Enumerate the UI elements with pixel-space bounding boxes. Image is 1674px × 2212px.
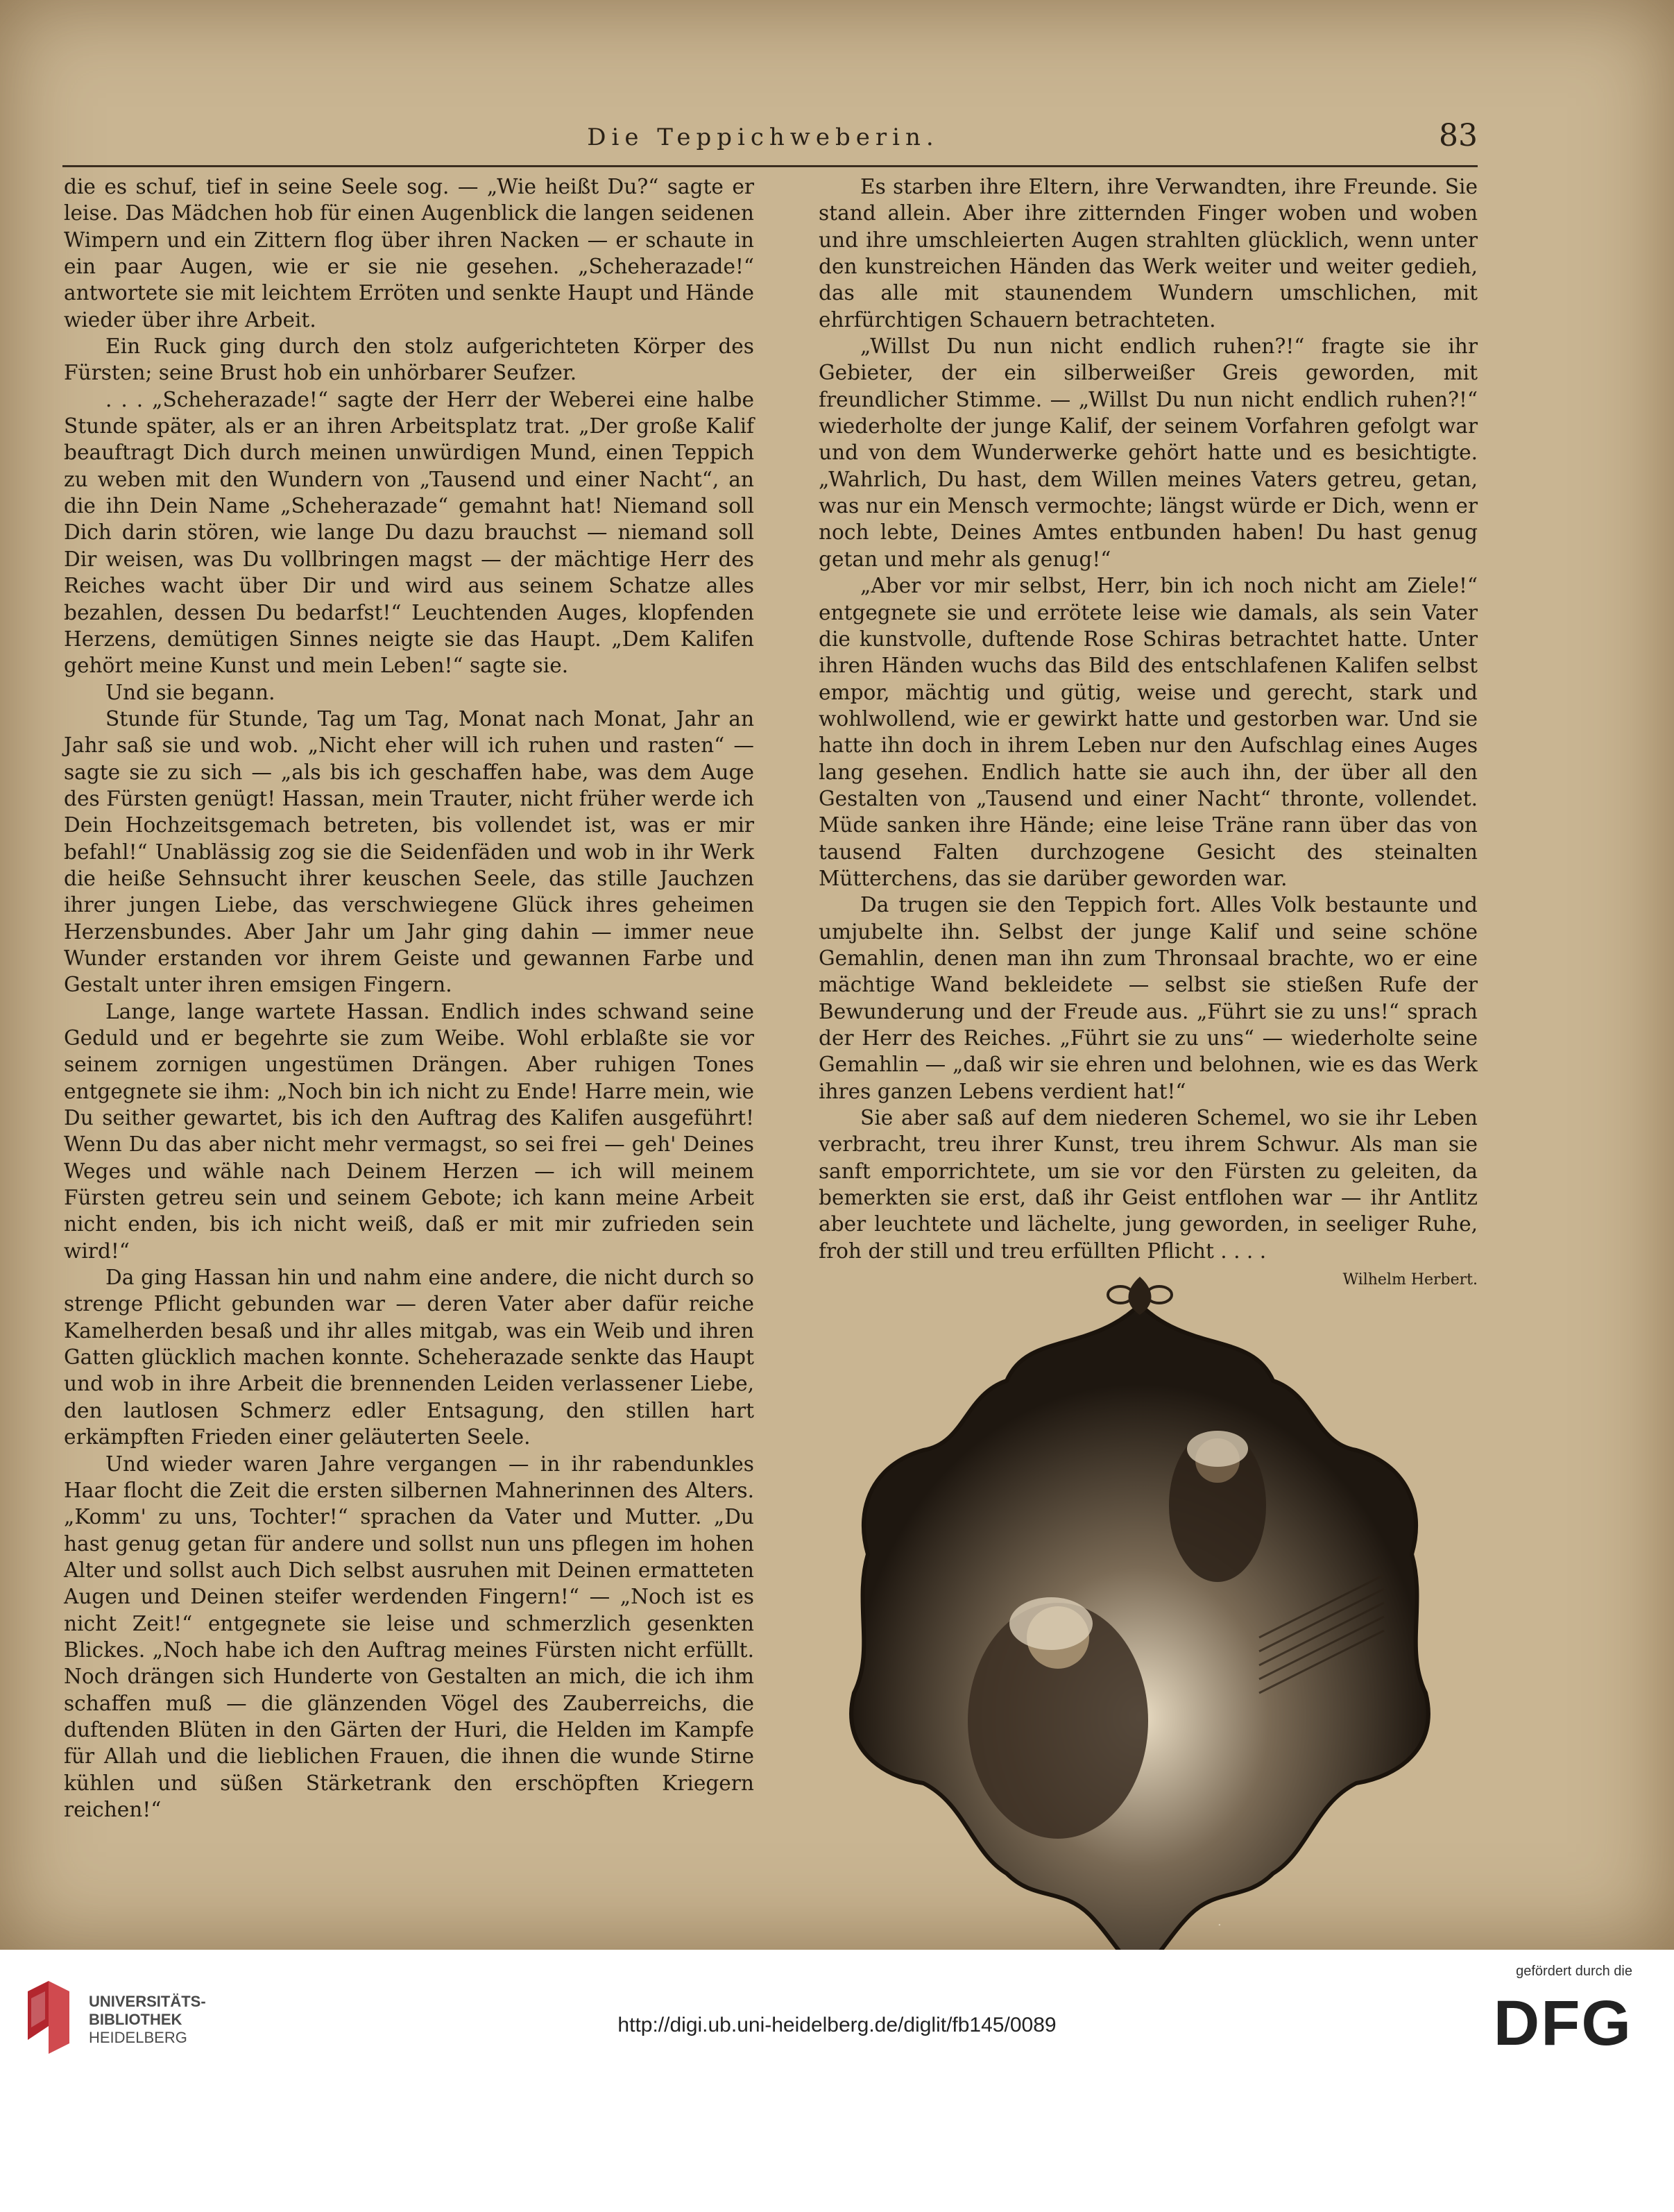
page-header [49, 118, 1478, 165]
svg-text:.: . [1218, 1914, 1222, 1929]
source-url-link[interactable]: http://digi.ub.uni-heidelberg.de/diglit/fb145/0089 [617, 2014, 1057, 2036]
paragraph: „Willst Du nun nicht endlich ruhen?!“ fragte sie ihr Gebieter, der ein silberweißer Greis geworden, mit freundlicher Stimme. — „Willst Du nun nicht endlich ruhen?!“ wiederholte der junge Kalif, der seinem Vorfahren gefolgt war und von dem Wunderwerke gehört hatte und es besichtigte. „Wahrlich, Du hast, dem Willen meines Vaters getreu, getan, was nur ein Mensch vermochte; längst würde er Dich, wenn er noch lebte, Deines Amtes entbunden haben! Du hast genug getan und mehr als genug!“ [819, 334, 1478, 571]
paragraph: Es starben ihre Eltern, ihre Verwandten, ihre Freunde. Sie stand allein. Aber ihre zitternden Finger woben und woben und ihre umschleierten Augen strahlten glücklich, wenn unter den kunstreichen Händen das Werk weiter und weiter gedieh, das alle mit staunendem Wundern umschlichen, mit ehrfürchtigen Schauern betrachteten. [819, 175, 1478, 332]
paragraph: . . . „Scheherazade!“ sagte der Herr der Weberei eine halbe Stunde später, als er an ihren Arbeitsplatz trat. „Der große Kalif beauftragt Dich durch meinen unwürdigen Mund, einen Teppich zu weben mit den Wundern von „Tausend und einer Nacht“, an die ihn Dein Name „Scheherazade“ gemahnt hat! Niemand soll Dich darin stören, wie lange Du dazu brauchst — niemand soll Dir weisen, was Du vollbringen magst — der mächtige Herr des Reiches wacht über Dir und wird aus seinem Schatze alles bezahlen, dessen Du bedarfst!“ Leuchtenden Auges, klopfenden Herzens, demütigen Sinnes neigte sie das Haupt. „Dem Kalifen gehört meine Kunst und mein Leben!“ sagte sie. [64, 387, 754, 678]
paragraph: Und wieder waren Jahre vergangen — in ihr rabendunkles Haar flocht die Zeit die ersten silbernen Mahnerinnen des Alters. „Komm' zu uns, Tochter!“ sprachen da Vater und Mutter. „Du hast genug getan für andere und sollst nun uns pflegen im hohen Alter und sollst auch Dich selbst ausruhen mit Deinen ermatteten Augen und Deinen steifer werdenden Fingern!“ — „Noch ist es nicht Zeit!“ entgegnete sie leise und schmerzlich gesenkten Blickes. „Noch habe ich den Auftrag meines Fürsten nicht erfüllt. Noch drängen sich Hunderte von Gestalten an mich, die ich ihm schaffen muß — die glänzenden Vögel des Zauberreichs, die duftenden Blüten in den Gärten der Huri, die Helden im Kampfe für Allah und die lieblichen Frauen, die ihnen die wunde Stirne kühlen und süßen Stärketrank den erschöpften Kriegern reichen!“ [64, 1452, 754, 1821]
institution-name: UNIVERSITÄTS- BIBLIOTHEK HEIDELBERG [89, 1993, 206, 2046]
right-text-column [819, 173, 1478, 1292]
dfg-logo: DFG [1493, 1988, 1632, 2059]
running-title: Die Teppichweberin. [587, 124, 939, 151]
paragraph: Sie aber saß auf dem niederen Schemel, wo sie ihr Leben verbracht, treu ihrer Kunst, treu ihrem Schwur. Als man sie sanft emporrichtete, um sie vor den Fürsten zu geleiten, da bemerkten sie erst, daß ihr Geist entflohen war — ihr Antlitz aber leuchtete und lächelte, jung geworden, in seeliger Ruhe, froh der still und treu erfüllten Pflicht . . . . [819, 1106, 1478, 1263]
footer-bar [0, 1950, 1674, 2212]
author-signature: Wilhelm Herbert. [1342, 1270, 1478, 1288]
funding-text: gefördert durch die [1516, 1964, 1632, 1979]
page-number: 83 [1439, 118, 1478, 153]
paragraph: Da ging Hassan hin und nahm eine andere, die nicht durch so strenge Pflicht gebunden war — deren Vater aber dafür reiche Kamelherden besaß und ihr alles mitgab, was ein Weib und ihren Gatten glücklich machen konnte. Scheherazade senkte das Haupt und wob in ihre Arbeit die brennenden Leiden verlassener Liebe, den lautlosen Schmerz edler Entsagung, den stillen hart erkämpften Frieden einer geläuterten Seele. [64, 1266, 754, 1449]
paragraph: Und sie begann. [105, 680, 275, 704]
paragraph: Stunde für Stunde, Tag um Tag, Monat nach Monat, Jahr an Jahr saß sie und wob. „Nicht eher will ich ruhen und rasten“ — sagte sie zu sich — „als bis ich geschaffen habe, was dem Auge des Fürsten genügt! Hassan, mein Trauter, nicht früher werde ich Dein Hochzeitsgemach betreten, bis vollendet ist, was er mir befahl!“ Unablässig zog sie die Seidenfäden und wob in ihr Werk die heiße Sehnsucht ihrer keuschen Seele, das stille Jauchzen ihrer jungen Liebe, das verschwiegene Glück ihres geheimen Herzensbundes. Aber Jahr um Jahr ging dahin — immer neue Wunder erstanden vor ihrem Geiste und gewannen Farbe und Gestalt unter ihren emsigen Fingern. [64, 706, 754, 997]
paragraph: Da trugen sie den Teppich fort. Alles Volk bestaunte und umjubelte ihn. Selbst der junge Kalif und seine schöne Gemahlin, denen man ihn zum Thronsaal brachte, wo er eine mächtige Wand bekleidete — selbst sie stießen Rufe der Bewunderung und der Freude aus. „Führt sie zu uns!“ sprach der Herr des Reiches. „Führt sie zu uns“ — wiederholte seine Gemahlin — „daß wir sie ehren und belohnen, wie es das Werk ihres ganzen Lebens verdient hat!“ [819, 893, 1478, 1103]
paragraph: Lange, lange wartete Hassan. Endlich indes schwand seine Geduld und er begehrte sie zum Weibe. Wohl erblaßte sie vor seinem zornigen ungestümen Drängen. Aber ruhigen Tones entgegnete sie ihm: „Noch bin ich nicht zu Ende! Harre mein, wie Du seither gewartet, bis ich den Auftrag des Kalifen ausgeführt! Wenn Du das aber nicht mehr vermagst, so sei frei — geh' Deines Weges und wähle nach Deinem Herzen — ich will meinem Fürsten getreu sein und seinem Gebote; ich kann meine Arbeit nicht enden, bis ich nicht weiß, daß er mit mir zufrieden sein wird!“ [64, 999, 754, 1263]
paragraph: die es schuf, tief in seine Seele sog. — „Wie heißt Du?“ sagte er leise. Das Mädchen hob für einen Augenblick die langen seidenen Wimpern und ein Zittern flog über ihren Nacken — er schaute in ein paar Augen, wie er sie nie gesehen. „Scheherazade!“ antwortete sie mit leichtem Erröten und senkte Haupt und Hände wieder über ihre Arbeit. [64, 175, 754, 332]
left-text-column [64, 173, 754, 1823]
paragraph: „Aber vor mir selbst, Herr, bin ich noch nicht am Ziele!“ entgegnete sie und errötete leise wie damals, als sein Vater die kunstvolle, duftende Rose Schiras betrachtet hatte. Unter ihren Händen wuchs das Bild des entschlafenen Kalifen selbst empor, mächtig und gütig, weise und gerecht, stark und wohlwollend, wie er gewirkt hatte und gestorben war. Und sie hatte ihn doch in ihrem Leben nur den Aufschlag eines Auges lang gesehen. Endlich hatte sie auch ihn, der über all den Gestalten von „Tausend und einer Nacht“ thronte, vollendet. Müde sanken ihre Hände; eine leise Träne rann über das von tausend Falten durchzogene Gesicht des steinalten Mütterchens, das sie darüber geworden war. [819, 574, 1478, 890]
header-rule [62, 165, 1478, 167]
weaver-illustration [829, 1277, 1450, 1977]
paragraph: Ein Ruck ging durch den stolz aufgerichteten Körper des Fürsten; seine Brust hob ein unhörbarer Seufzer. [64, 334, 754, 385]
